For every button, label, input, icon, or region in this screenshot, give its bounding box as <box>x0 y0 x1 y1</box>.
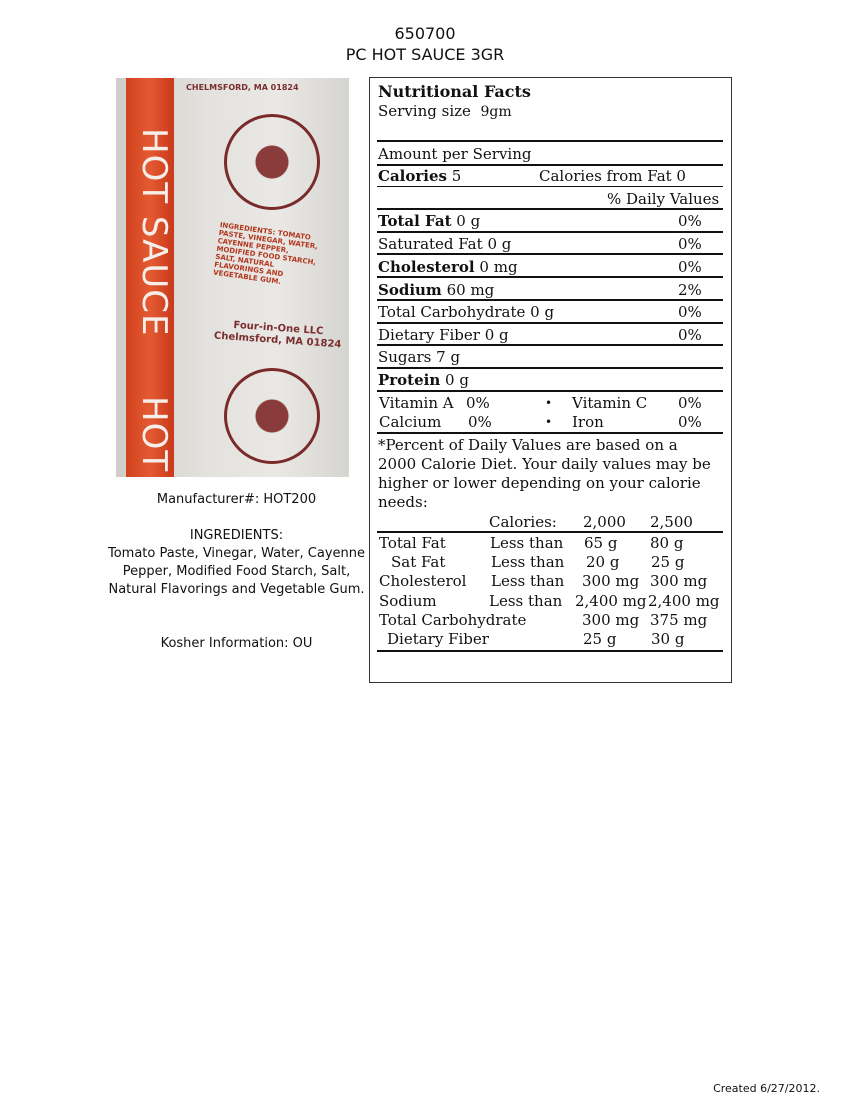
rule <box>377 367 723 369</box>
dv-row-label: Total Carbohydrate <box>379 611 527 629</box>
dv-row-label: Sat Fat <box>391 553 446 571</box>
dv-row-limit: Less than <box>489 592 563 610</box>
vitamin-c-value: 0% <box>678 394 702 412</box>
rule <box>377 432 723 434</box>
pct-saturated-fat: 0% <box>678 235 702 253</box>
dv-row-2500: 30 g <box>651 630 685 648</box>
dv-2000-header: 2,000 <box>583 513 626 531</box>
dv-row-2000: 25 g <box>583 630 617 648</box>
nutrient-dietary-fiber: Dietary Fiber 0 g <box>378 326 509 344</box>
rule <box>377 140 723 142</box>
serving-size: Serving size 9gm <box>378 102 512 120</box>
bullet: • <box>545 396 553 410</box>
dv-row-label: Sodium <box>379 592 437 610</box>
nutrient-saturated-fat: Saturated Fat 0 g <box>378 235 512 253</box>
photo-seal-logo <box>224 114 320 210</box>
product-photo <box>116 78 349 477</box>
created-date: Created 6/27/2012. <box>713 1082 820 1095</box>
dv-row-limit: Less than <box>491 553 565 571</box>
dv-row-limit: Less than <box>491 572 565 590</box>
ingredients-text: Tomato Paste, Vinegar, Water, Cayenne Pepper, Modified Food Starch, Salt, Natural Flavorings and Vegetable Gum. <box>107 546 366 597</box>
dv-2500-header: 2,500 <box>650 513 693 531</box>
rule <box>377 186 723 187</box>
nutrient-sodium: Sodium 60 mg <box>378 281 495 299</box>
amount-per-serving: Amount per Serving <box>378 145 532 163</box>
calcium-label: Calcium <box>379 413 442 431</box>
nutrient-protein: Protein 0 g <box>378 371 469 389</box>
rule <box>377 390 723 392</box>
rule <box>377 231 723 233</box>
dv-calories-header: Calories: <box>489 513 557 531</box>
dv-row-2000: 65 g <box>584 534 618 552</box>
photo-ingredients-print: INGREDIENTS: TOMATO PASTE, VINEGAR, WATER, CAYENNE PEPPER, MODIFIED FOOD STARCH, SALT, NATURAL FLAVORINGS AND VEGETABLE GUM. <box>212 221 319 287</box>
dv-row-2000: 2,400 mg <box>575 592 647 610</box>
ingredients-heading: INGREDIENTS: <box>189 528 284 543</box>
dv-row-2000: 300 mg <box>582 572 640 590</box>
rule <box>377 299 723 301</box>
dv-row-limit: Less than <box>490 534 564 552</box>
pct-sodium: 2% <box>678 281 702 299</box>
dv-row-label: Dietary Fiber <box>387 630 489 648</box>
nutrient-cholesterol: Cholesterol 0 mg <box>378 258 518 276</box>
vitamin-c-label: Vitamin C <box>572 394 648 412</box>
rule <box>377 253 723 255</box>
dv-row-2500: 2,400 mg <box>648 592 720 610</box>
rule <box>377 208 723 210</box>
photo-band-text-2: HOT <box>134 396 174 473</box>
iron-value: 0% <box>678 413 702 431</box>
dv-row-2500: 375 mg <box>650 611 708 629</box>
dv-row-2000: 20 g <box>586 553 620 571</box>
daily-values-heading: % Daily Values <box>607 190 720 208</box>
photo-seal-logo-2 <box>224 368 320 464</box>
calories-from-fat: Calories from Fat 0 <box>539 167 686 185</box>
photo-top-print: CHELMSFORD, MA 01824 <box>186 83 299 92</box>
rule <box>377 650 723 652</box>
daily-values-footnote: *Percent of Daily Values are based on a 2000 Calorie Diet. Your daily values may be higher or lower depending on your calorie needs: <box>378 436 711 511</box>
calcium-value: 0% <box>468 413 492 431</box>
pct-cholesterol: 0% <box>678 258 702 276</box>
dv-row-2000: 300 mg <box>582 611 640 629</box>
item-code: 650700 <box>394 24 456 43</box>
vitamin-a-value: 0% <box>466 394 490 412</box>
rule <box>377 531 723 533</box>
nutrition-title: Nutritional Facts <box>378 82 531 101</box>
product-title: PC HOT SAUCE 3GR <box>345 45 505 64</box>
bullet: • <box>545 415 553 429</box>
calories-row: Calories 5 <box>378 167 462 185</box>
rule <box>377 344 723 346</box>
photo-band-text: HOT SAUCE <box>134 128 174 337</box>
dv-row-2500: 25 g <box>651 553 685 571</box>
rule <box>377 322 723 324</box>
nutrient-total-carbohydrate: Total Carbohydrate 0 g <box>378 303 555 321</box>
dv-row-label: Cholesterol <box>379 572 467 590</box>
photo-maker-print: Four-in-One LLC Chelmsford, MA 01824 <box>213 319 342 351</box>
kosher-information: Kosher Information: OU <box>160 636 313 651</box>
nutrient-sugars: Sugars 7 g <box>378 348 461 366</box>
pct-total-fat: 0% <box>678 212 702 230</box>
pct-total-carbohydrate: 0% <box>678 303 702 321</box>
dv-row-2500: 300 mg <box>650 572 708 590</box>
rule <box>377 164 723 166</box>
dv-row-2500: 80 g <box>650 534 684 552</box>
pct-dietary-fiber: 0% <box>678 326 702 344</box>
iron-label: Iron <box>572 413 604 431</box>
vitamin-a-label: Vitamin A <box>379 394 454 412</box>
nutrient-total-fat: Total Fat 0 g <box>378 212 481 230</box>
manufacturer-number: Manufacturer#: HOT200 <box>156 492 317 507</box>
dv-row-label: Total Fat <box>379 534 446 552</box>
rule <box>377 276 723 278</box>
